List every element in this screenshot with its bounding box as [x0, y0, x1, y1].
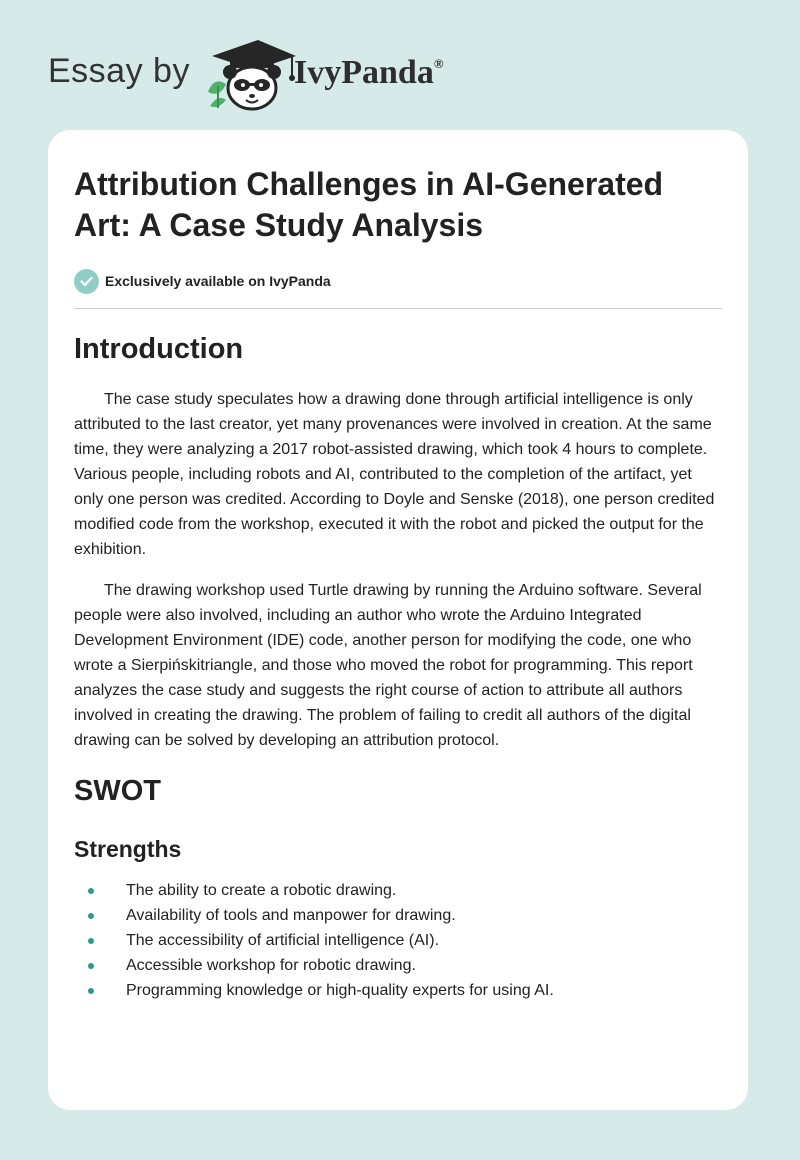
- paragraph: The case study speculates how a drawing done through artificial intelligence is only attributed to the last creator, yet many provenances were involved in creation. At the same time, they were analyzing a 2017 robot-assisted drawing, which took 4 hours to complete. Various people, including robots and AI, contributed to the completion of the artifact, yet only one person was credited. According to Doyle and Senske (2018), one person credited modified code from the workshop, executed it with the robot and picked the output for the exhibition.: [74, 391, 715, 558]
- ivypanda-brand[interactable]: IvyPanda®: [294, 54, 444, 91]
- paragraph: The drawing workshop used Turtle drawing by running the Arduino software. Several people were also involved, including an author who wrote the Arduino Integrated Development Environment (IDE) code, another person for modifying the code, one who wrote a Sierpińskitriangle, and those who moved the robot for programming. This report analyzes the case study and suggests the right course of action to attribute all authors involved in creating the drawing. The problem of failing to credit all authors of the digital drawing can be solved by developing an attribution protocol.: [74, 582, 702, 749]
- bullet-icon: [88, 888, 94, 894]
- section-heading-swot: SWOT: [74, 775, 161, 807]
- subsection-heading-strengths: Strengths: [74, 836, 182, 862]
- list-item: The accessibility of artificial intelligence (AI).: [74, 928, 722, 953]
- site-header: [48, 36, 508, 112]
- checkmark-icon: [74, 269, 99, 294]
- bullet-icon: [88, 963, 94, 969]
- panda-graduate-logo-icon[interactable]: [200, 36, 300, 112]
- list-item: Programming knowledge or high-quality experts for using AI.: [74, 978, 722, 1003]
- exclusive-badge: [74, 268, 722, 294]
- bullet-icon: [88, 938, 94, 944]
- section-heading-introduction: Introduction: [74, 333, 244, 365]
- divider: [74, 308, 722, 309]
- exclusive-badge-text: Exclusively available on IvyPanda: [105, 273, 331, 289]
- bullet-icon: [88, 913, 94, 919]
- essay-by-label: Essay by: [48, 52, 190, 90]
- strengths-list: [74, 878, 722, 1003]
- list-item: Availability of tools and manpower for drawing.: [74, 903, 722, 928]
- essay-card: [48, 130, 748, 1110]
- list-item: Accessible workshop for robotic drawing.: [74, 953, 722, 978]
- essay-title: Attribution Challenges in AI-Generated Art: A Case Study Analysis: [74, 166, 664, 243]
- bullet-icon: [88, 988, 94, 994]
- list-item: The ability to create a robotic drawing.: [74, 878, 722, 903]
